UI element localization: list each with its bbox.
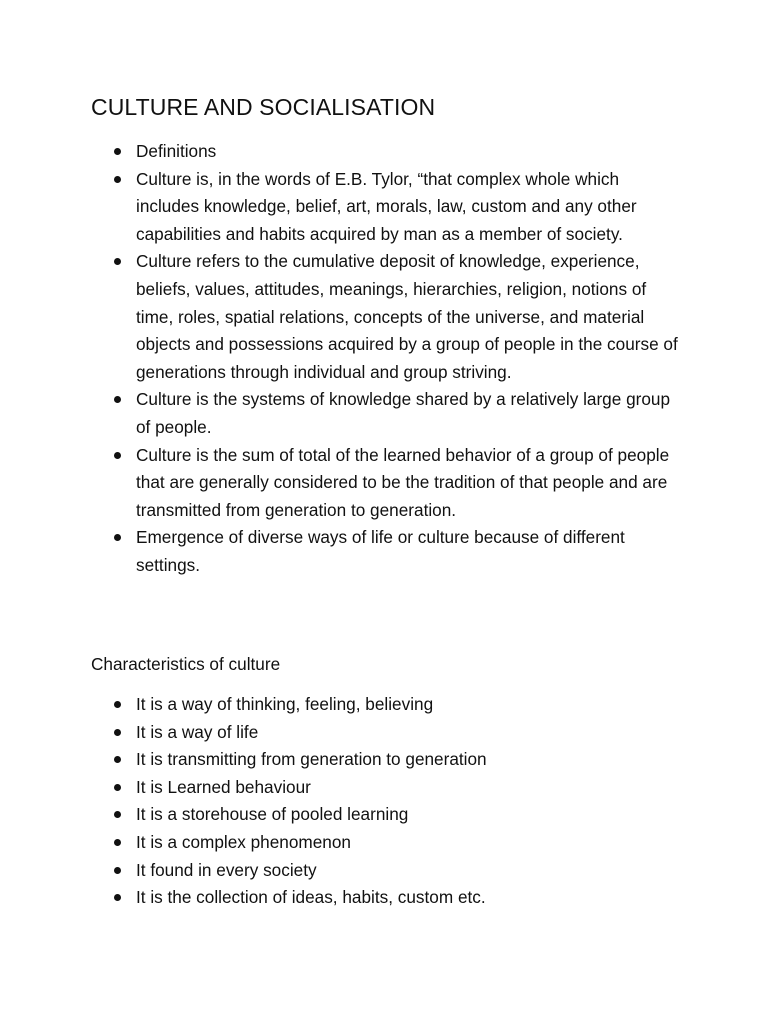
list-item-text: Definitions: [136, 141, 217, 161]
list-item: [114, 524, 684, 579]
list-item: [114, 719, 684, 747]
list-item: [114, 801, 684, 829]
list-item: [114, 884, 684, 912]
list-item: [114, 774, 684, 802]
list-item: [114, 691, 684, 719]
bullet-icon: [114, 867, 121, 874]
bullet-icon: [114, 396, 121, 403]
bullet-icon: [114, 894, 121, 901]
list-item-text: Culture refers to the cumulative deposit of knowledge, experience, beliefs, values, attitudes, meanings, hierarchies, religion, notions of time, roles, spatial relations, concepts of the universe, and material objects and possessions acquired by a group of people in the course of generations through individual and group striving.: [136, 251, 678, 382]
list-item: [114, 386, 684, 441]
list-item: [114, 248, 684, 386]
list-item: [114, 442, 684, 525]
section-heading: Characteristics of culture: [91, 654, 281, 674]
list-item: [114, 829, 684, 857]
bullet-icon: [114, 176, 121, 183]
bullet-icon: [114, 148, 121, 155]
list-item: [114, 857, 684, 885]
bullet-icon: [114, 784, 121, 791]
list-item-text: It is transmitting from generation to generation: [136, 749, 487, 770]
bullet-icon: [114, 839, 121, 846]
bullet-icon: [114, 701, 121, 708]
list-item-text: It is a way of life: [136, 721, 259, 742]
list-item-text: Culture is the sum of total of the learned behavior of a group of people that are generally considered to be the tradition of that people and are transmitted from generation to generation.: [136, 444, 670, 520]
list-item-text: Culture is the systems of knowledge shared by a relatively large group of people.: [136, 389, 671, 437]
page-title: CULTURE AND SOCIALISATION: [91, 94, 436, 120]
bullet-icon: [114, 452, 121, 459]
bullet-icon: [114, 811, 121, 818]
definitions-list: [114, 138, 684, 580]
list-item-text: It found in every society: [136, 859, 317, 880]
characteristics-list: [114, 691, 684, 912]
bullet-icon: [114, 534, 121, 541]
list-item-text: It is Learned behaviour: [136, 776, 311, 797]
list-item: [114, 166, 684, 249]
list-item-text: It is a storehouse of pooled learning: [136, 804, 409, 825]
bullet-icon: [114, 756, 121, 763]
list-item-text: It is a way of thinking, feeling, believing: [136, 694, 434, 714]
list-item-text: It is a complex phenomenon: [136, 831, 351, 852]
list-item-text: Emergence of diverse ways of life or culture because of different settings.: [136, 527, 625, 575]
bullet-icon: [114, 729, 121, 736]
list-item-text: It is the collection of ideas, habits, custom etc.: [136, 887, 486, 908]
list-item: [114, 746, 684, 774]
list-item: [114, 138, 684, 166]
list-item-text: Culture is, in the words of E.B. Tylor, “that complex whole which includes knowledge, belief, art, morals, law, custom and any other capabilities and habits acquired by man as a member of society.: [136, 168, 637, 244]
bullet-icon: [114, 258, 121, 265]
